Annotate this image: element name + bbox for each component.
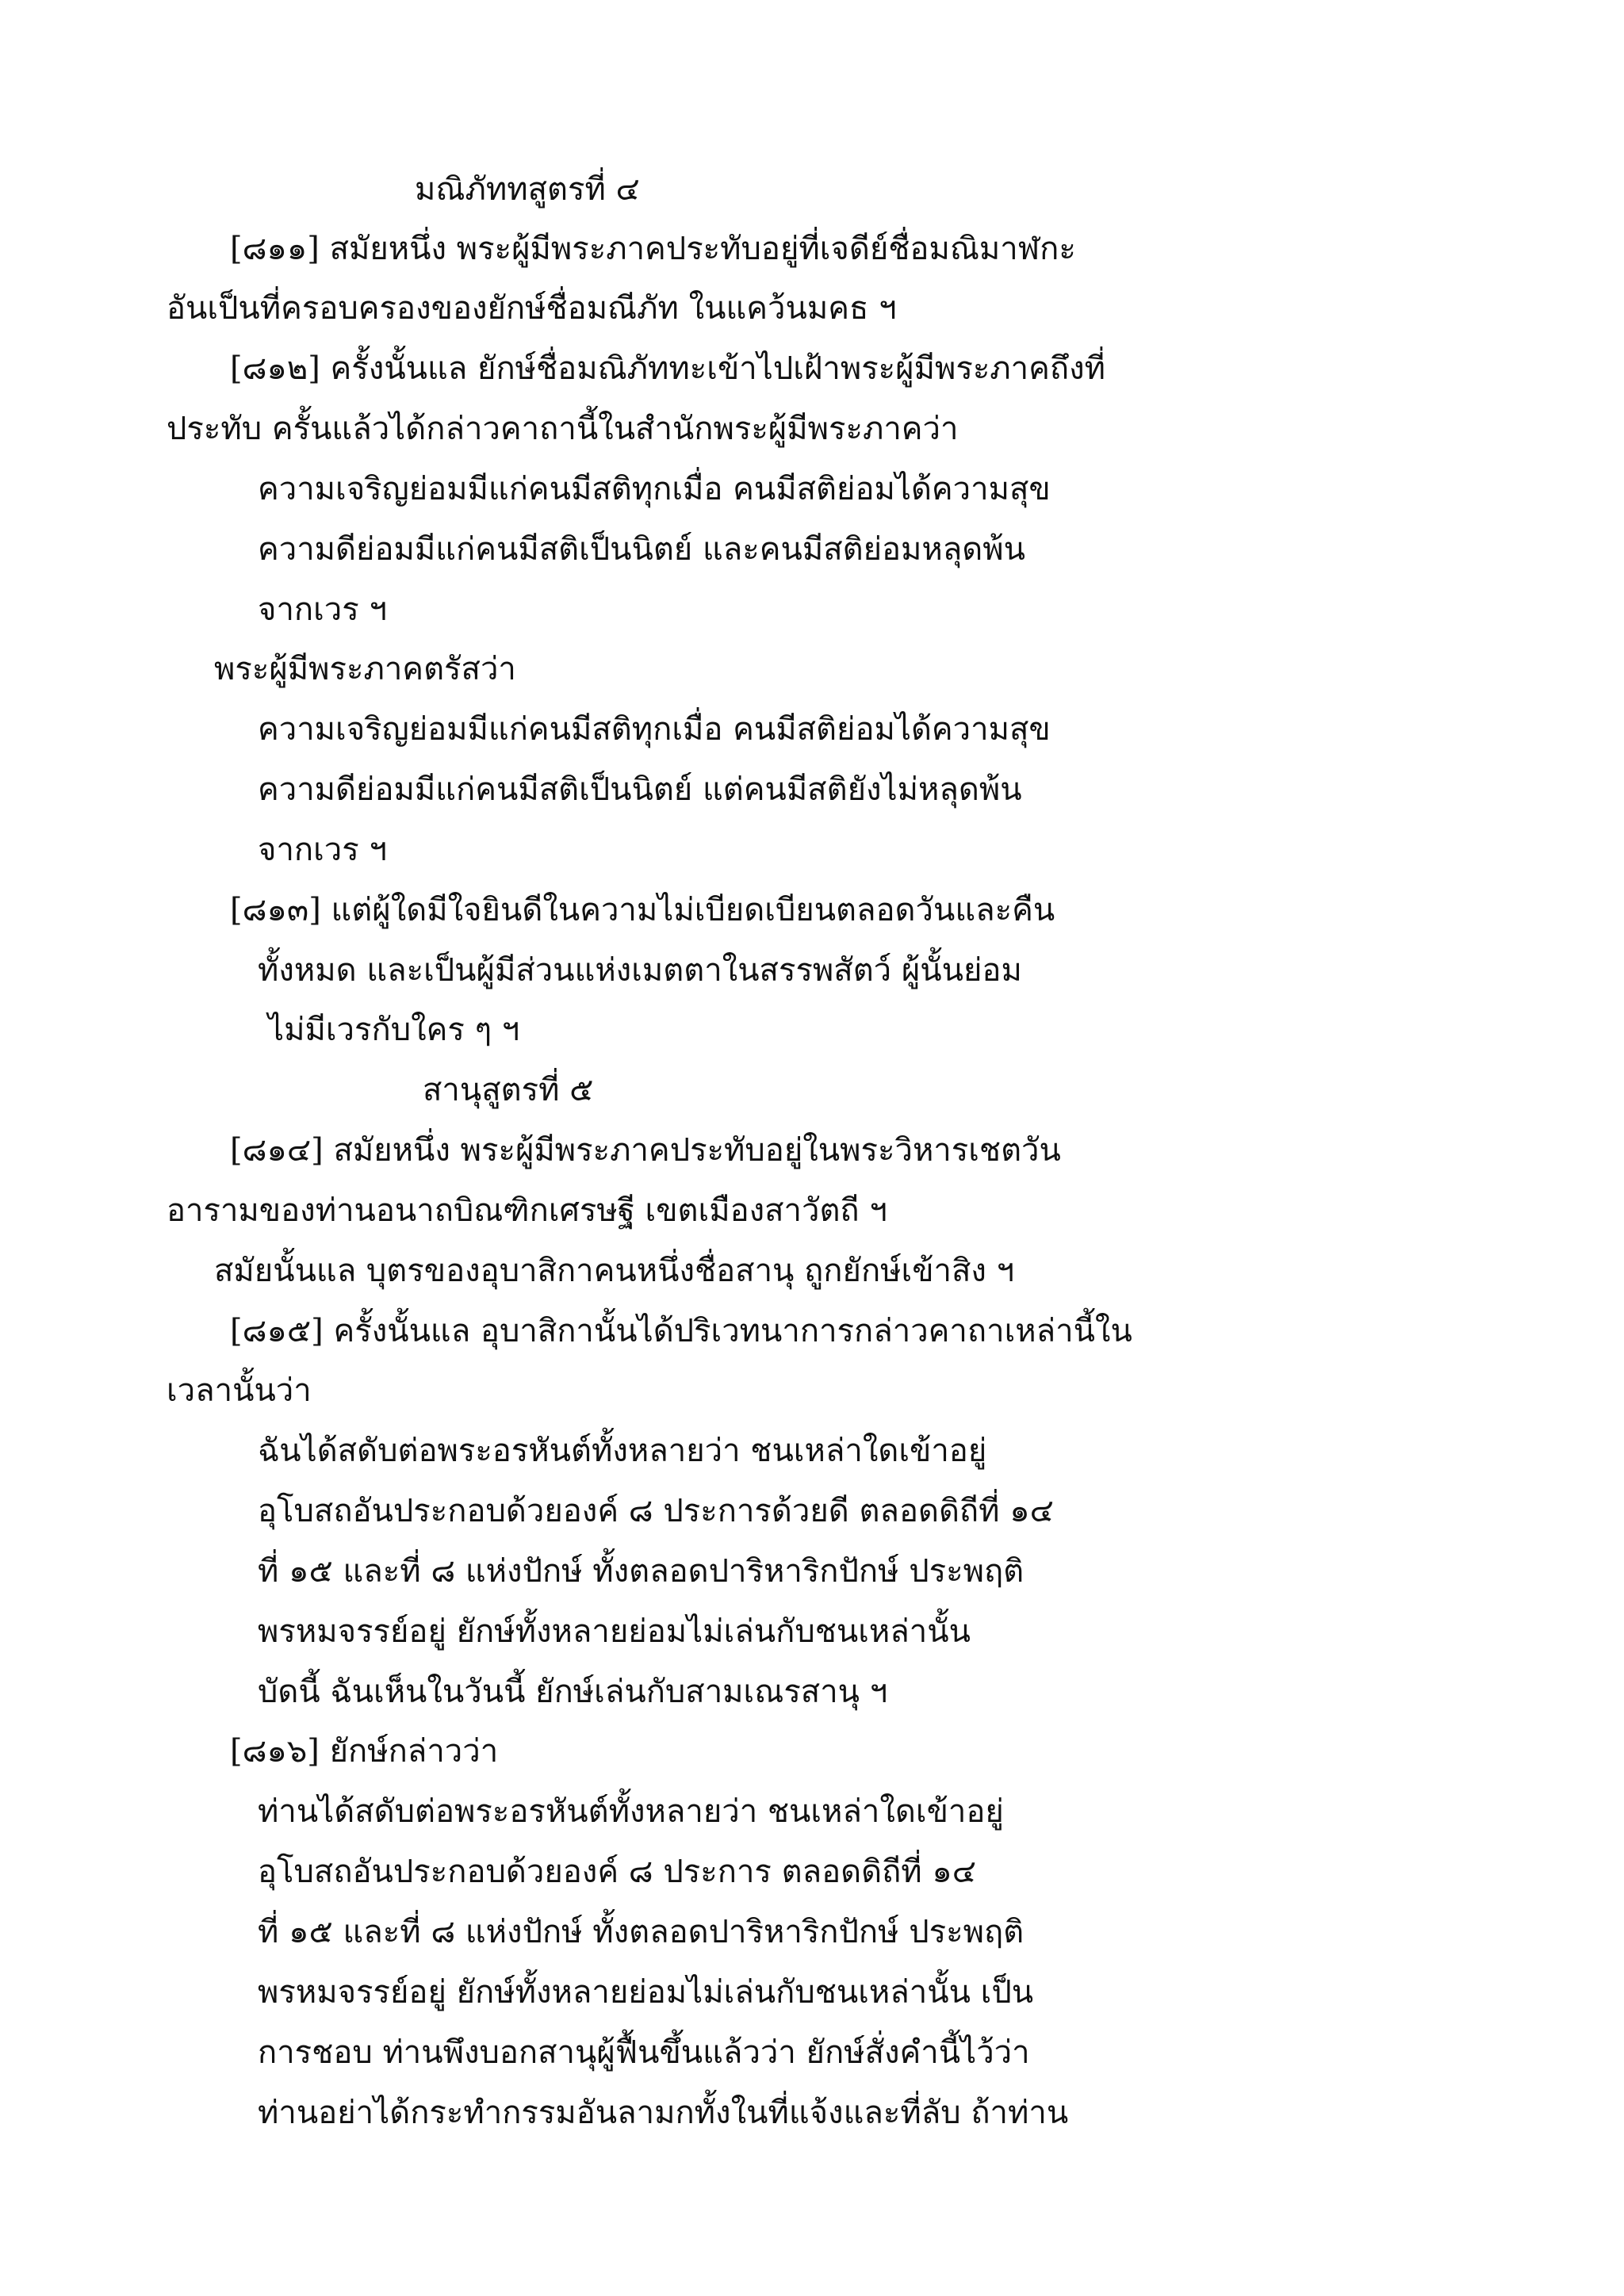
verse-line: ความดีย่อมมีแก่คนมีสติเป็นนิตย์ แต่คนมีสติยังไม่หลุดพ้น <box>258 771 1022 808</box>
verse-line: ที่ ๑๕ และที่ ๘ แห่งปักษ์ ทั้งตลอดปาริหาริกปักษ์ ประพฤติ <box>258 1914 1025 1950</box>
verse-line: ความดีย่อมมีแก่คนมีสติเป็นนิตย์ และคนมีสติย่อมหลุดพ้น <box>258 531 1025 568</box>
verse-line: อุโบสถอันประกอบด้วยองค์ ๘ ประการด้วยดี ตลอดดิถีที่ ๑๔ <box>258 1493 1054 1529</box>
paragraph-814-line-2: อารามของท่านอนาถบิณฑิกเศรษฐี เขตเมืองสาวัตถี ฯ <box>167 1192 887 1229</box>
speaker-line: พระผู้มีพระภาคตรัสว่า <box>214 651 516 687</box>
paragraph-814-line-1: [๘๑๔] สมัยหนึ่ง พระผู้มีพระภาคประทับอยู่ในพระวิหารเชตวัน <box>230 1132 1061 1169</box>
paragraph-813-line-1: [๘๑๓] แต่ผู้ใดมีใจยินดีในความไม่เบียดเบียนตลอดวันและคืน <box>230 892 1055 928</box>
heading-manibhadda-sutta: มณิภัททสูตรที่ ๔ <box>415 171 640 208</box>
verse-line: พรหมจรรย์อยู่ ยักษ์ทั้งหลายย่อมไม่เล่นกับชนเหล่านั้น เป็น <box>258 1974 1034 2011</box>
verse-line: พรหมจรรย์อยู่ ยักษ์ทั้งหลายย่อมไม่เล่นกับชนเหล่านั้น <box>258 1613 971 1650</box>
verse-line: ความเจริญย่อมมีแก่คนมีสติทุกเมื่อ คนมีสติย่อมได้ความสุข <box>258 471 1051 507</box>
verse-line: ความเจริญย่อมมีแก่คนมีสติทุกเมื่อ คนมีสติย่อมได้ความสุข <box>258 711 1051 748</box>
verse-line: การชอบ ท่านพึงบอกสานุผู้ฟื้นขึ้นแล้วว่า ยักษ์สั่งคำนี้ไว้ว่า <box>258 2034 1030 2071</box>
paragraph-812-line-2: ประทับ ครั้นแล้วได้กล่าวคาถานี้ในสำนักพระผู้มีพระภาคว่า <box>167 411 959 447</box>
paragraph-815-line-1: [๘๑๕] ครั้งนั้นแล อุบาสิกานั้นได้ปริเวทนาการกล่าวคาถาเหล่านี้ใน <box>230 1313 1132 1349</box>
paragraph-812-line-1: [๘๑๒] ครั้งนั้นแล ยักษ์ชื่อมณิภัททะเข้าไปเฝ้าพระผู้มีพระภาคถึงที่ <box>230 350 1106 387</box>
paragraph-813-line-3: ไม่มีเวรกับใคร ๆ ฯ <box>268 1012 520 1048</box>
verse-line: จากเวร ฯ <box>258 591 387 628</box>
paragraph-815-line-2: เวลานั้นว่า <box>167 1372 312 1409</box>
verse-line: ฉันได้สดับต่อพระอรหันต์ทั้งหลายว่า ชนเหล่าใดเข้าอยู่ <box>258 1433 987 1469</box>
paragraph-line: สมัยนั้นแล บุตรของอุบาสิกาคนหนึ่งชื่อสานุ ถูกยักษ์เข้าสิง ฯ <box>214 1253 1015 1289</box>
verse-line: ท่านได้สดับต่อพระอรหันต์ทั้งหลายว่า ชนเหล่าใดเข้าอยู่ <box>258 1793 1004 1830</box>
verse-line: อุโบสถอันประกอบด้วยองค์ ๘ ประการ ตลอดดิถีที่ ๑๔ <box>258 1854 977 1890</box>
paragraph-811-line-1: [๘๑๑] สมัยหนึ่ง พระผู้มีพระภาคประทับอยู่ที่เจดีย์ชื่อมณิมาฬกะ <box>230 231 1076 267</box>
verse-line: บัดนี้ ฉันเห็นในวันนี้ ยักษ์เล่นกับสามเณรสานุ ฯ <box>258 1674 888 1710</box>
paragraph-813-line-2: ทั้งหมด และเป็นผู้มีส่วนแห่งเมตตาในสรรพสัตว์ ผู้นั้นย่อม <box>258 952 1022 989</box>
verse-line: จากเวร ฯ <box>258 832 387 868</box>
heading-sanu-sutta: สานุสูตรที่ ๕ <box>423 1072 594 1108</box>
verse-line: ท่านอย่าได้กระทำกรรมอันลามกทั้งในที่แจ้งและที่ลับ ถ้าท่าน <box>258 2095 1069 2131</box>
paragraph-811-line-2: อันเป็นที่ครอบครองของยักษ์ชื่อมณีภัท ในแคว้นมคธ ฯ <box>167 290 897 327</box>
paragraph-816-line-1: [๘๑๖] ยักษ์กล่าวว่า <box>230 1733 499 1770</box>
verse-line: ที่ ๑๕ และที่ ๘ แห่งปักษ์ ทั้งตลอดปาริหาริกปักษ์ ประพฤติ <box>258 1553 1025 1590</box>
